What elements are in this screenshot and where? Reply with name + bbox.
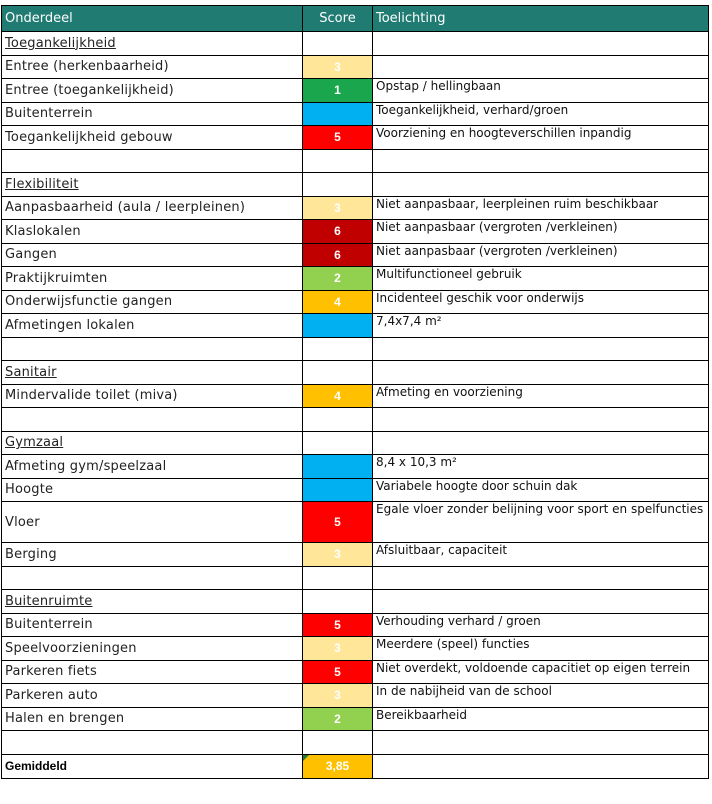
note-cell: 7,4x7,4 m² <box>373 314 709 338</box>
row-label: Entree (herkenbaarheid) <box>2 55 303 79</box>
score-cell <box>303 590 373 614</box>
note-cell: Toegankelijkheid, verhard/groen <box>373 102 709 126</box>
note-cell <box>373 173 709 197</box>
note-cell: 8,4 x 10,3 m² <box>373 455 709 479</box>
score-cell: 4 <box>303 384 373 408</box>
score-table <box>1 5 709 779</box>
blank-cell <box>373 731 709 755</box>
note-cell: Incidenteel geschik voor onderwijs <box>373 290 709 314</box>
blank-cell <box>373 408 709 432</box>
score-cell <box>303 478 373 502</box>
note-cell: Niet aanpasbaar, leerpleinen ruim beschikbaar <box>373 196 709 220</box>
row-label: Speelvoorzieningen <box>2 637 303 661</box>
header-toelichting: Toelichting <box>373 6 709 32</box>
score-cell: 5 <box>303 613 373 637</box>
blank-cell <box>2 337 303 361</box>
table-row <box>2 478 709 502</box>
blank-cell <box>2 566 303 590</box>
section-row <box>2 173 709 197</box>
blank-cell <box>2 408 303 432</box>
blank-cell <box>303 566 373 590</box>
blank-row <box>2 337 709 361</box>
table-body <box>2 32 709 755</box>
score-cell <box>303 102 373 126</box>
row-label: Parkeren fiets <box>2 660 303 684</box>
blank-cell <box>303 731 373 755</box>
score-cell: 5 <box>303 126 373 150</box>
note-cell <box>373 431 709 455</box>
blank-row <box>2 149 709 173</box>
header-row <box>2 6 709 32</box>
note-cell: Bereikbaarheid <box>373 707 709 731</box>
total-row <box>2 754 709 778</box>
table-row <box>2 314 709 338</box>
note-cell: Niet aanpasbaar (vergroten /verkleinen) <box>373 220 709 244</box>
note-cell <box>373 361 709 385</box>
note-cell: Variabele hoogte door schuin dak <box>373 478 709 502</box>
table-row <box>2 707 709 731</box>
score-cell: 2 <box>303 707 373 731</box>
table-row <box>2 196 709 220</box>
score-cell <box>303 314 373 338</box>
table-row <box>2 55 709 79</box>
row-label: Gangen <box>2 243 303 267</box>
note-cell <box>373 32 709 56</box>
note-cell: Egale vloer zonder belijning voor sport en spelfuncties <box>373 502 709 543</box>
table-row <box>2 267 709 291</box>
section-row <box>2 431 709 455</box>
score-cell: 1 <box>303 79 373 103</box>
note-cell <box>373 55 709 79</box>
blank-cell <box>303 337 373 361</box>
row-label: Aanpasbaarheid (aula / leerpleinen) <box>2 196 303 220</box>
blank-cell <box>373 149 709 173</box>
row-label: Afmetingen lokalen <box>2 314 303 338</box>
score-cell <box>303 32 373 56</box>
blank-cell <box>2 731 303 755</box>
row-label: Toegankelijkheid gebouw <box>2 126 303 150</box>
table-row <box>2 684 709 708</box>
score-cell <box>303 361 373 385</box>
table-row <box>2 543 709 567</box>
table-row <box>2 243 709 267</box>
total-label: Gemiddeld <box>2 754 303 778</box>
table-row <box>2 290 709 314</box>
table-row <box>2 102 709 126</box>
comment-marker-icon <box>303 755 309 761</box>
blank-row <box>2 408 709 432</box>
header-onderdeel: Onderdeel <box>2 6 303 32</box>
note-cell: Voorziening en hoogteverschillen inpandig <box>373 126 709 150</box>
total-score-value: 3,85 <box>325 759 350 773</box>
row-label: Mindervalide toilet (miva) <box>2 384 303 408</box>
score-cell: 6 <box>303 220 373 244</box>
total-score <box>303 754 373 778</box>
score-cell: 3 <box>303 196 373 220</box>
table-row <box>2 220 709 244</box>
row-label: Hoogte <box>2 478 303 502</box>
note-cell: Niet aanpasbaar (vergroten /verkleinen) <box>373 243 709 267</box>
blank-cell <box>373 566 709 590</box>
section-title: Toegankelijkheid <box>2 32 303 56</box>
section-row <box>2 590 709 614</box>
row-label: Parkeren auto <box>2 684 303 708</box>
section-row <box>2 361 709 385</box>
row-label: Praktijkruimten <box>2 267 303 291</box>
score-cell: 5 <box>303 660 373 684</box>
note-cell: Verhouding verhard / groen <box>373 613 709 637</box>
note-cell: Multifunctioneel gebruik <box>373 267 709 291</box>
note-cell: Afsluitbaar, capaciteit <box>373 543 709 567</box>
total-note <box>373 754 709 778</box>
score-cell: 3 <box>303 543 373 567</box>
score-cell: 2 <box>303 267 373 291</box>
note-cell <box>373 590 709 614</box>
score-cell: 3 <box>303 637 373 661</box>
table-row <box>2 126 709 150</box>
blank-row <box>2 566 709 590</box>
row-label: Buitenterrein <box>2 102 303 126</box>
score-cell: 4 <box>303 290 373 314</box>
section-title: Gymzaal <box>2 431 303 455</box>
blank-cell <box>2 149 303 173</box>
note-cell: In de nabijheid van de school <box>373 684 709 708</box>
score-cell <box>303 173 373 197</box>
note-cell: Meerdere (speel) functies <box>373 637 709 661</box>
note-cell: Opstap / hellingbaan <box>373 79 709 103</box>
blank-row <box>2 731 709 755</box>
table-row <box>2 79 709 103</box>
blank-cell <box>303 408 373 432</box>
section-title: Flexibiliteit <box>2 173 303 197</box>
blank-cell <box>373 337 709 361</box>
row-label: Buitenterrein <box>2 613 303 637</box>
table-row <box>2 502 709 543</box>
row-label: Halen en brengen <box>2 707 303 731</box>
table-row <box>2 613 709 637</box>
note-cell: Afmeting en voorziening <box>373 384 709 408</box>
blank-cell <box>303 149 373 173</box>
note-cell: Niet overdekt, voldoende capacitiet op eigen terrein <box>373 660 709 684</box>
table-row <box>2 660 709 684</box>
score-cell <box>303 455 373 479</box>
header-score: Score <box>303 6 373 32</box>
row-label: Entree (toegankelijkheid) <box>2 79 303 103</box>
row-label: Onderwijsfunctie gangen <box>2 290 303 314</box>
row-label: Afmeting gym/speelzaal <box>2 455 303 479</box>
section-row <box>2 32 709 56</box>
section-title: Buitenruimte <box>2 590 303 614</box>
table-row <box>2 637 709 661</box>
score-cell: 3 <box>303 684 373 708</box>
table-row <box>2 384 709 408</box>
row-label: Berging <box>2 543 303 567</box>
section-title: Sanitair <box>2 361 303 385</box>
row-label: Klaslokalen <box>2 220 303 244</box>
row-label: Vloer <box>2 502 303 543</box>
score-cell: 5 <box>303 502 373 543</box>
score-cell: 6 <box>303 243 373 267</box>
table-row <box>2 455 709 479</box>
score-cell <box>303 431 373 455</box>
score-cell: 3 <box>303 55 373 79</box>
